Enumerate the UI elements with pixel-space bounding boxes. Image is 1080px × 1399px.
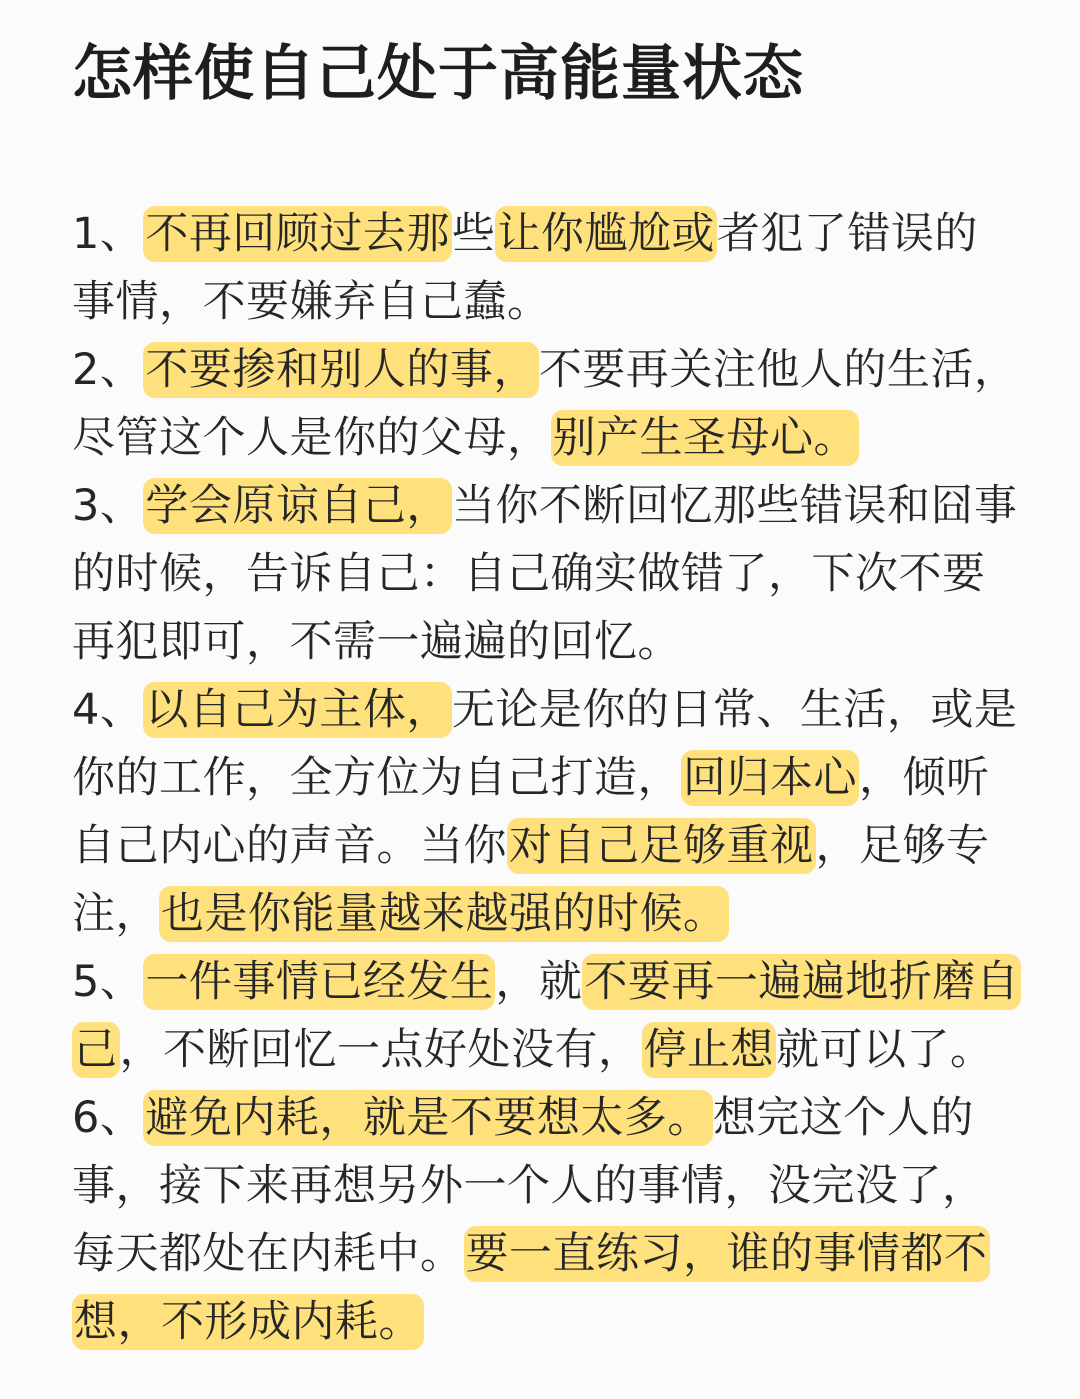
- highlighted-text: 别产生圣母心。: [551, 410, 860, 466]
- text-segment: 当你不断回忆那些错误和囧事的时候，告诉自己：自己确实做错了，下次不要再犯即可，不需一遍遍的回忆。: [72, 481, 1018, 667]
- text-segment: 1、: [72, 209, 144, 259]
- text-segment: 想完这个人的事，接下来再想另外一个人的事情，没完没了，每天都处在内耗中。: [72, 1093, 986, 1279]
- text-segment: 4、: [72, 685, 144, 735]
- highlighted-text: 以自己为主体，: [143, 682, 452, 738]
- text-segment: ，倾听自己内心的声音。当你: [72, 753, 990, 871]
- highlighted-text: 不要掺和别人的事，: [143, 342, 539, 398]
- highlighted-text: 让你尴尬或: [495, 206, 717, 262]
- paragraph-4: [72, 676, 1020, 948]
- text-segment: 些: [451, 209, 496, 259]
- text-segment: 就可以了。: [776, 1025, 994, 1075]
- text-segment: ，足够专注，: [72, 821, 990, 939]
- highlighted-text: 不要再一遍遍地折磨自己: [72, 954, 1021, 1078]
- highlighted-text: 也是你能量越来越强的时候。: [159, 886, 729, 942]
- text-segment: 无论是你的日常、生活，或是你的工作，全方位为自己打造，: [72, 685, 1018, 803]
- text-segment: 3、: [72, 481, 144, 531]
- page-title: 怎样使自己处于高能量状态: [72, 39, 804, 109]
- text-segment: ，不断回忆一点好处没有，: [119, 1025, 642, 1075]
- highlighted-text: 一件事情已经发生: [143, 954, 495, 1010]
- text-segment: 5、: [72, 957, 144, 1007]
- article-body: [72, 200, 1020, 1356]
- paragraph-2: [72, 336, 1020, 472]
- highlighted-text: 对自己足够重视: [507, 818, 816, 874]
- highlighted-text: 避免内耗，就是不要想太多。: [143, 1090, 713, 1146]
- paragraph-6: [72, 1084, 1020, 1356]
- highlighted-text: 停止想: [642, 1022, 777, 1078]
- text-segment: ，就: [495, 957, 583, 1007]
- highlighted-text: 不再回顾过去那: [143, 206, 452, 262]
- highlighted-text: 回归本心: [681, 750, 859, 806]
- text-segment: 不要再关注他人的生活，尽管这个人是你的父母，: [72, 345, 1018, 463]
- paragraph-3: [72, 472, 1020, 676]
- text-segment: 6、: [72, 1093, 144, 1143]
- highlighted-text: 学会原谅自己，: [143, 478, 452, 534]
- highlighted-text: 要一直练习，谁的事情都不想，不形成内耗。: [72, 1226, 990, 1350]
- paragraph-5: [72, 948, 1020, 1084]
- text-segment: 者犯了错误的事情，不要嫌弃自己蠢。: [72, 209, 978, 327]
- paragraph-1: [72, 200, 1020, 336]
- text-segment: 2、: [72, 345, 144, 395]
